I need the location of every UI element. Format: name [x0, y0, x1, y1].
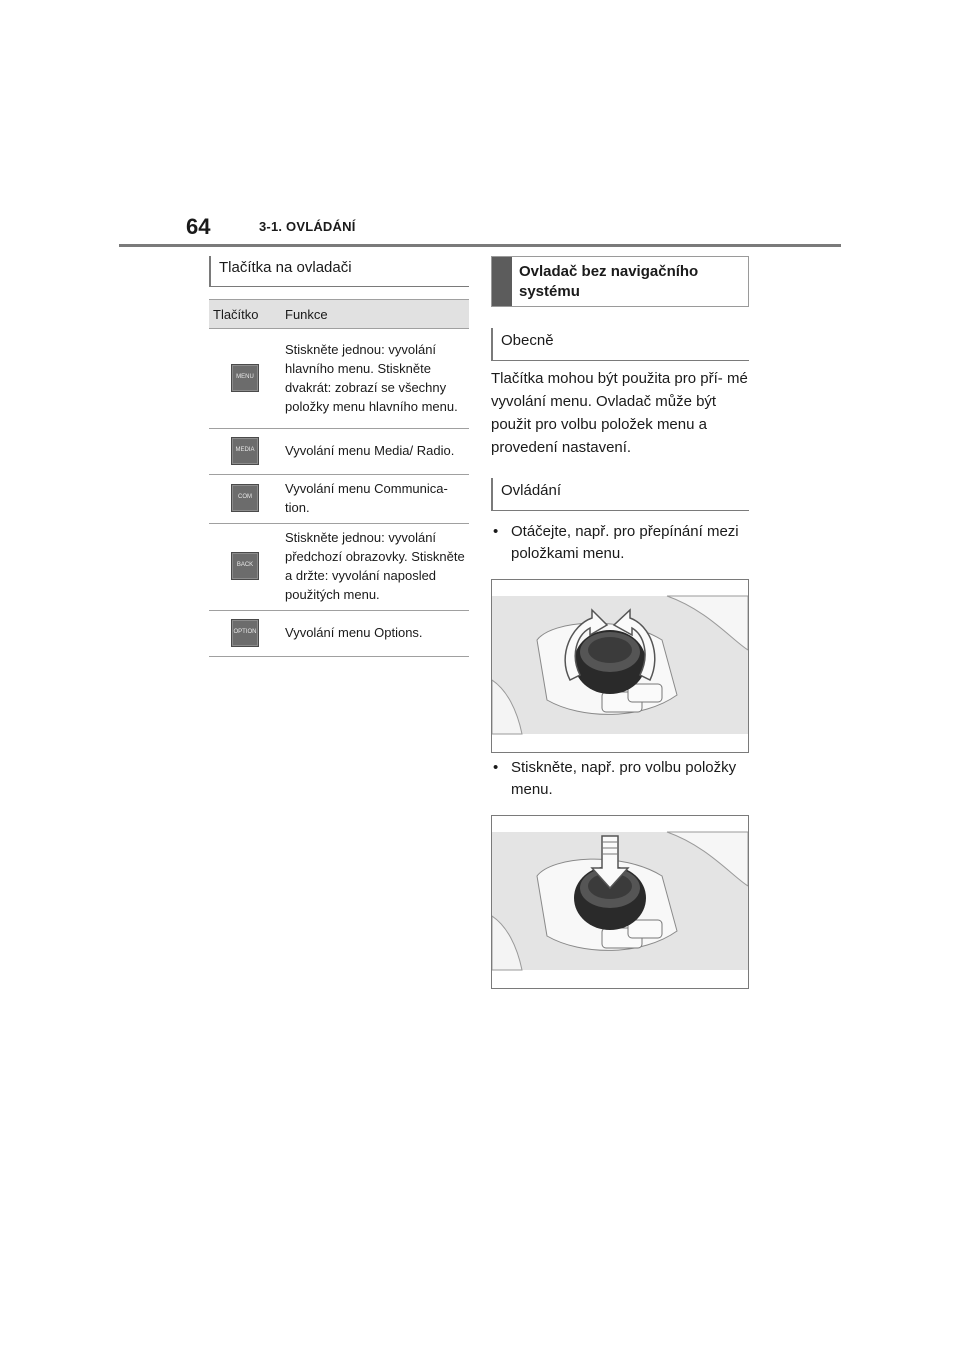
bullet-text-press: Stiskněte, např. pro volbu položky menu.	[511, 759, 737, 798]
com-button-icon: COM	[231, 484, 259, 512]
row-function-text: Vyvolání menu Communica- tion.	[281, 475, 469, 524]
col-header-button: Tlačítko	[209, 300, 281, 329]
list-item	[491, 521, 749, 565]
back-button-icon: BACK	[231, 552, 259, 580]
operation-heading: Ovládání	[491, 478, 749, 511]
bullet-dot: •	[493, 759, 499, 776]
general-text: Tlačítka mohou být použita pro pří- mé vyvolání menu. Ovladač může být použit pro volbu položek menu a provedení nastavení.	[491, 370, 748, 456]
menu-button-icon: MENU	[231, 364, 259, 392]
buttons-heading: Tlačítka na ovladači	[209, 256, 469, 287]
page-number: 64	[186, 214, 211, 239]
right-column	[491, 256, 749, 989]
row-function-text: Stiskněte jednou: vyvolání předchozí obrazovky. Stiskněte a držte: vyvolání naposled použitých menu.	[281, 524, 469, 611]
row-function-text: Stiskněte jednou: vyvolání hlavního menu. Stiskněte dvakrát: zobrazí se všechny položky menu hlavního menu.	[281, 329, 469, 429]
heading-bar	[492, 257, 512, 306]
bullet-dot: •	[493, 523, 499, 540]
table-row	[209, 475, 469, 524]
media-button-icon: MEDIA	[231, 437, 259, 465]
controller-heading-text: Ovladač bez navigačního systému	[519, 263, 699, 300]
table-row	[209, 429, 469, 475]
col-header-function: Funkce	[281, 300, 469, 329]
table-row	[209, 611, 469, 657]
controller-heading	[491, 256, 749, 307]
table-row	[209, 329, 469, 429]
row-function-text: Vyvolání menu Media/ Radio.	[281, 429, 469, 475]
section-title: 3-1. OVLÁDÁNÍ	[259, 219, 356, 234]
header-rule	[119, 244, 841, 247]
rotate-controller-illustration	[492, 580, 748, 752]
list-item	[491, 757, 749, 801]
buttons-table	[209, 299, 469, 657]
general-heading: Obecně	[491, 328, 749, 361]
rotate-controller-figure	[491, 579, 749, 753]
bullet-text-rotate: Otáčejte, např. pro přepínání mezi položkami menu.	[511, 523, 739, 562]
left-column	[209, 256, 469, 657]
row-function-text: Vyvolání menu Options.	[281, 611, 469, 657]
option-button-icon: OPTION	[231, 619, 259, 647]
table-row	[209, 524, 469, 611]
press-controller-illustration	[492, 816, 748, 988]
press-controller-figure	[491, 815, 749, 989]
